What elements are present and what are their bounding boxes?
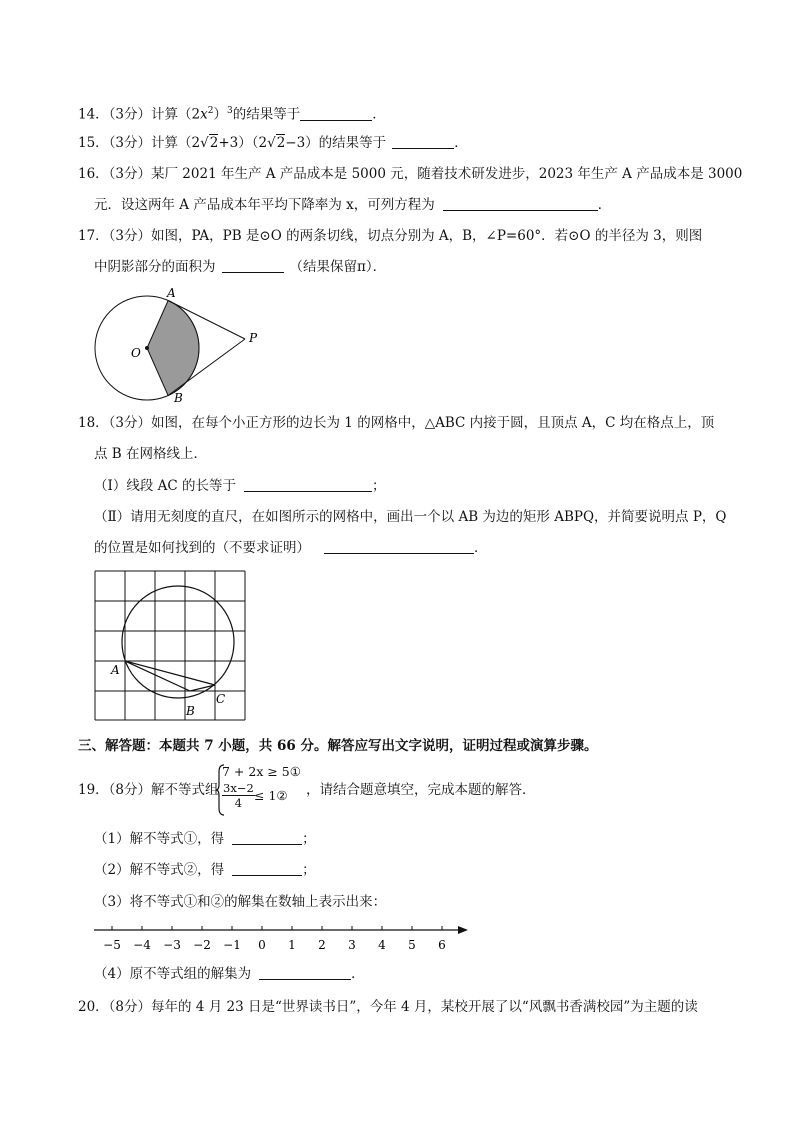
answer-blank — [443, 196, 598, 211]
label-a: A — [167, 286, 176, 300]
grid-figure — [94, 570, 248, 722]
answer-blank — [392, 134, 454, 149]
question-18-part-1: （Ⅰ）线段 AC 的长等于 ； — [94, 478, 386, 494]
inequality-1: 7 + 2x ≥ 5① — [222, 764, 301, 779]
question-18-part-2-line-1: （Ⅱ）请用无刻度的直尺，在如图所示的网格中，画出一个以 AB 为边的矩形 ABPQ，并简要说明点 P，Q — [94, 509, 727, 525]
question-20-line-1: 20．（8分）每年的 4 月 23 日是“世界读书日”，今年 4 月，某校开展了以“风飘书香满校园”为主题的读 — [78, 999, 698, 1015]
section-3-heading: 三、解答题：本题共 7 小题，共 66 分。解答应写出文字说明，证明过程或演算步骤。 — [78, 738, 598, 754]
axis-tick-label: 6 — [438, 938, 446, 952]
answer-blank — [259, 965, 351, 980]
label-p: P — [249, 331, 258, 345]
answer-blank — [324, 539, 474, 554]
question-18-part-2-line-2: 的位置是如何找到的（不要求证明） ． — [94, 540, 488, 556]
axis-tick-label: 3 — [348, 938, 356, 952]
step-1: （1）解不等式①，得 ； — [94, 831, 316, 847]
axis-tick-label: 1 — [288, 938, 296, 952]
label-b: B — [174, 391, 183, 405]
step-2: （2）解不等式②，得 ； — [94, 862, 316, 878]
axis-tick-label: −5 — [103, 938, 121, 952]
axis-tick-label: −3 — [163, 938, 181, 952]
circumcircle — [122, 586, 234, 698]
question-18-line-2: 点 B 在网格线上． — [94, 446, 208, 462]
shaded-sector — [147, 301, 199, 396]
axis-tick-label: −4 — [133, 938, 151, 952]
answer-blank — [232, 861, 302, 876]
answer-blank — [232, 830, 302, 845]
center-point — [145, 346, 149, 350]
answer-blank — [300, 106, 372, 121]
axis-tick-label: −1 — [223, 938, 241, 952]
axis-tick-label: 5 — [408, 938, 416, 952]
label-o: O — [131, 346, 141, 360]
question-16-line-2: 元．设这两年 A 产品成本年平均下降率为 x，可列方程为 ． — [94, 197, 612, 213]
step-4: （4）原不等式组的解集为 ． — [94, 966, 365, 982]
question-17-line-2: 中阴影部分的面积为 （结果保留π）． — [94, 259, 387, 275]
axis-tick-label: 4 — [378, 938, 386, 952]
axis-tick-label: 0 — [258, 938, 266, 952]
circle-tangent-figure — [88, 282, 268, 406]
step-3: （3）将不等式①和②的解集在数轴上表示出来： — [94, 894, 387, 910]
axis-tick-label: 2 — [318, 938, 326, 952]
answer-blank — [244, 477, 372, 492]
axis-tick-label: −2 — [193, 938, 211, 952]
question-14: 14．（3分）计算$(2x^2)^3$的结果等于 ． — [78, 106, 386, 123]
question-16-line-1: 16．（3分）某厂 2021 年生产 A 产品成本是 5000 元，随着技术研发进步，2023 年生产 A 产品成本是 3000 — [78, 166, 743, 182]
fraction: $\frac{3x-2}{4}$ — [223, 781, 254, 810]
axis-arrow — [458, 926, 468, 934]
triangle-abc — [125, 661, 215, 691]
question-18-line-1: 18．（3分）如图，在每个小正方形的边长为 1 的网格中，△ABC 内接于圆，且顶点 A，C 均在格点上，顶 — [78, 415, 715, 431]
inequality-2-rest: ≤ 1② — [254, 788, 288, 803]
label-c: C — [216, 692, 226, 706]
label-b: B — [186, 704, 195, 718]
question-19-post: ，请结合题意填空，完成本题的解答． — [306, 782, 536, 798]
question-17-line-1: 17．（3分）如图，PA，PB 是⊙O 的两条切线，切点分别为 A，B，∠P=60°．若⊙O 的半径为 3，则图 — [78, 228, 703, 244]
answer-blank — [222, 258, 284, 273]
label-a: A — [111, 663, 120, 677]
question-19-intro: 19．（8分）解不等式组 — [78, 782, 219, 798]
sqrt-sign: √ — [267, 135, 276, 151]
question-15: 15．（3分）计算（2√2+3）（2√2−3）的结果等于 ． — [78, 135, 468, 151]
number-line — [92, 920, 472, 954]
sqrt-sign: √ — [200, 135, 209, 151]
